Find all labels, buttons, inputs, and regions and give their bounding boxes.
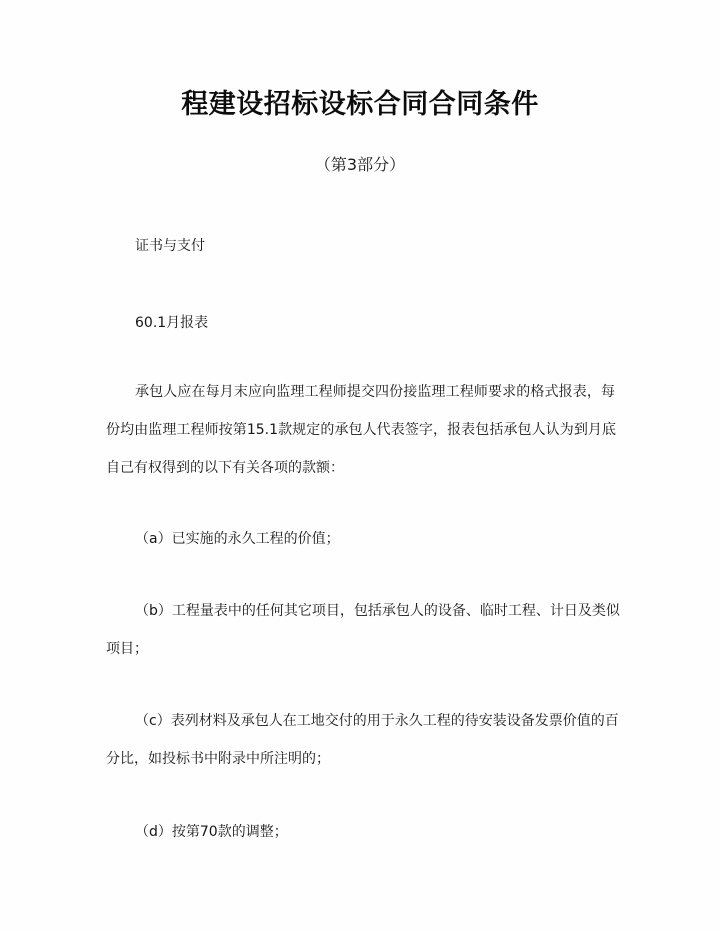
paragraph-line: 份均由监理工程师按第15.1款规定的承包人代表签字，报表包括承包人认为到月底	[106, 422, 616, 438]
document-title: 程建设招标设标合同合同条件	[181, 89, 539, 120]
list-item-line: （a）已实施的永久工程的价值；	[135, 531, 340, 547]
list-item-line: 项目；	[106, 641, 148, 657]
list-item-line: （c）表列材料及承包人在工地交付的用于永久工程的待安装设备发票价值的百	[135, 713, 619, 729]
clause-heading: 60.1月报表	[135, 315, 209, 331]
paragraph-line: 承包人应在每月末应向监理工程师提交四份接监理工程师要求的格式报表，每	[135, 384, 615, 400]
document-subtitle: （第3部分）	[314, 155, 406, 174]
list-item-line: 分比，如投标书中附录中所注明的；	[106, 751, 330, 767]
paragraph-line: 自己有权得到的以下有关各项的款额：	[106, 460, 344, 476]
list-item-line: （b）工程量表中的任何其它项目，包括承包人的设备、临时工程、计日及类似	[135, 603, 620, 619]
section-heading: 证书与支付	[135, 238, 205, 254]
list-item-line: （d）按第70款的调整；	[135, 824, 288, 840]
